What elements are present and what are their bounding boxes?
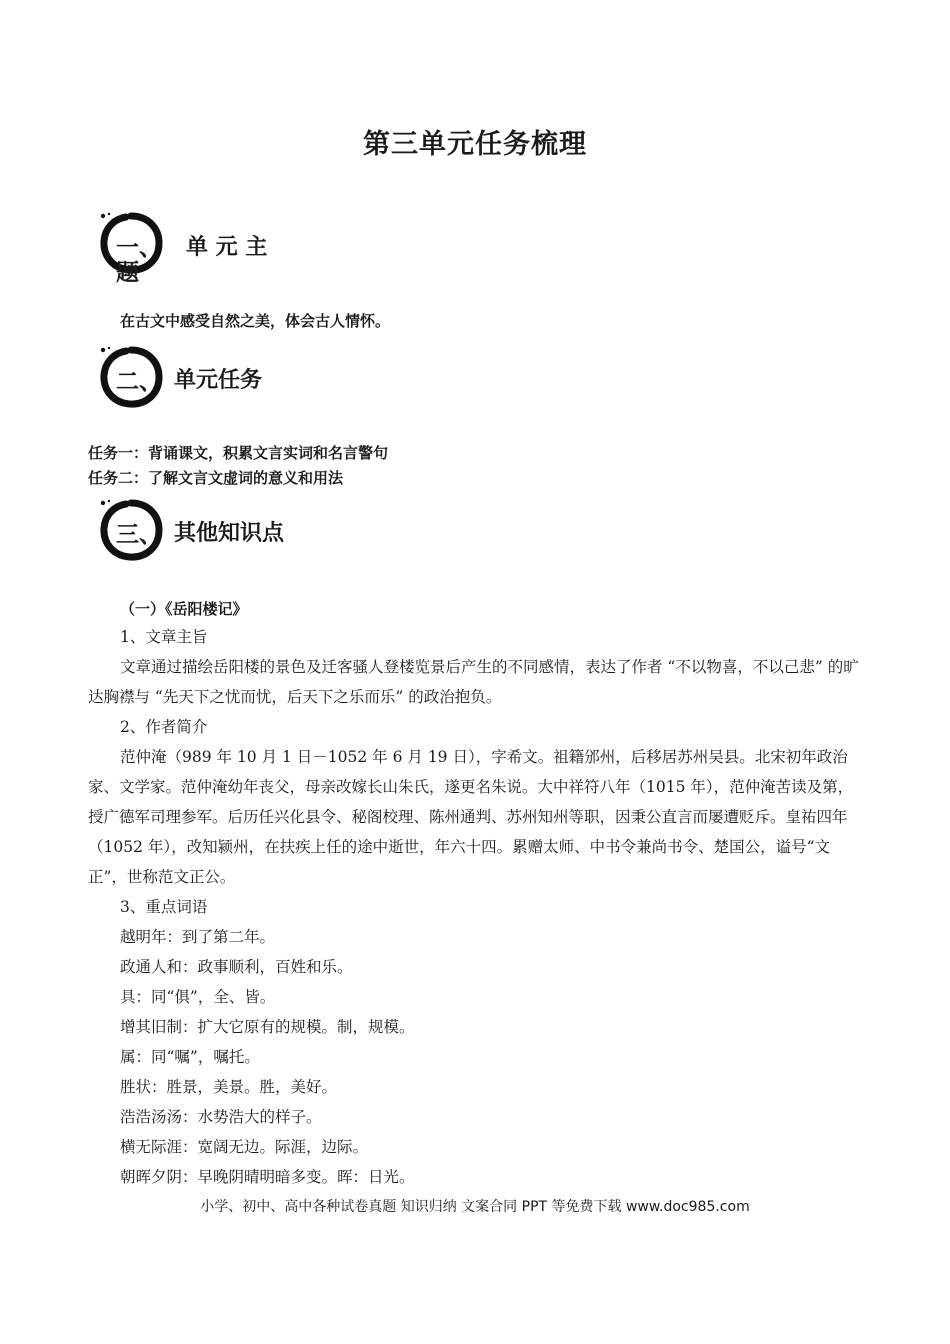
vocab-item: 横无际涯：宽阔无边。际涯，边际。 (120, 1138, 369, 1156)
vocab-item: 增其旧制：扩大它原有的规模。制，规模。 (120, 1018, 415, 1036)
section-number-wrap: 题 (116, 260, 139, 286)
section-heading: 单元任务 (174, 368, 263, 393)
body-paragraph: 文章通过描绘岳阳楼的景色及迁客骚人登楼览景后产生的不同感情，表达了作者 “不以物喜，不以己悲” 的旷达胸襟与 “先天下之忧而忧，后天下之乐而乐” 的政治抱负。 (88, 658, 859, 706)
page-title: 第三单元任务梳理 (363, 129, 587, 160)
vocab-item: 胜状：胜景，美景。胜，美好。 (120, 1078, 338, 1096)
body-paragraph: 范仲淹（989 年 10 月 1 日－1052 年 6 月 19 日），字希文。祖籍邠州，后移居苏州吴县。北宋初年政治家、文学家。范仲淹幼年丧父，母亲改嫁长山朱氏，遂更名朱说。大中祥符八年（1015 年），范仲淹苦读及第，授广德军司理参军。后历任兴化县令、秘阁校理、陈州通判、苏州知州等职，因秉公直言而屡遭贬斥。皇祐四年（1052 年），改知颍州，在扶疾上任的途中逝世，年六十四。累赠太师、中书令兼尚书令、楚国公，谥号“文正”，世称范文正公。 (88, 748, 854, 886)
task-item: 任务一：背诵课文，积累文言实词和名言警句 (88, 444, 389, 462)
vocab-item: 具：同“俱”，全、皆。 (120, 988, 276, 1006)
section-number: 二、 (116, 369, 162, 395)
section-number: 一、 (116, 235, 162, 261)
vocab-item: 越明年：到了第二年。 (120, 928, 276, 946)
task-item: 任务二：了解文言文虚词的意义和用法 (88, 469, 344, 487)
section-heading: 其他知识点 (174, 521, 285, 546)
theme-text: 在古文中感受自然之美，体会古人情怀。 (120, 312, 391, 330)
vocab-item: 属：同“嘱”，嘱托。 (120, 1048, 260, 1066)
section-number: 三、 (116, 522, 162, 548)
body-heading: 2、作者简介 (120, 718, 208, 736)
vocab-item: 政通人和：政事顺利，百姓和乐。 (120, 958, 353, 976)
section-heading: 单 元 主 (186, 235, 268, 260)
body-heading: 3、重点词语 (120, 898, 208, 916)
page-footer: 小学、初中、高中各种试卷真题 知识归纳 文案合同 PPT 等免费下载 www.doc985.com (200, 1199, 750, 1215)
subsection-title: （一）《岳阳楼记》 (120, 600, 248, 618)
vocab-item: 朝晖夕阴：早晚阴晴明暗多变。晖：日光。 (120, 1168, 415, 1186)
body-heading: 1、文章主旨 (120, 628, 208, 646)
vocab-item: 浩浩汤汤：水势浩大的样子。 (120, 1108, 322, 1126)
body-text (88, 622, 864, 1192)
